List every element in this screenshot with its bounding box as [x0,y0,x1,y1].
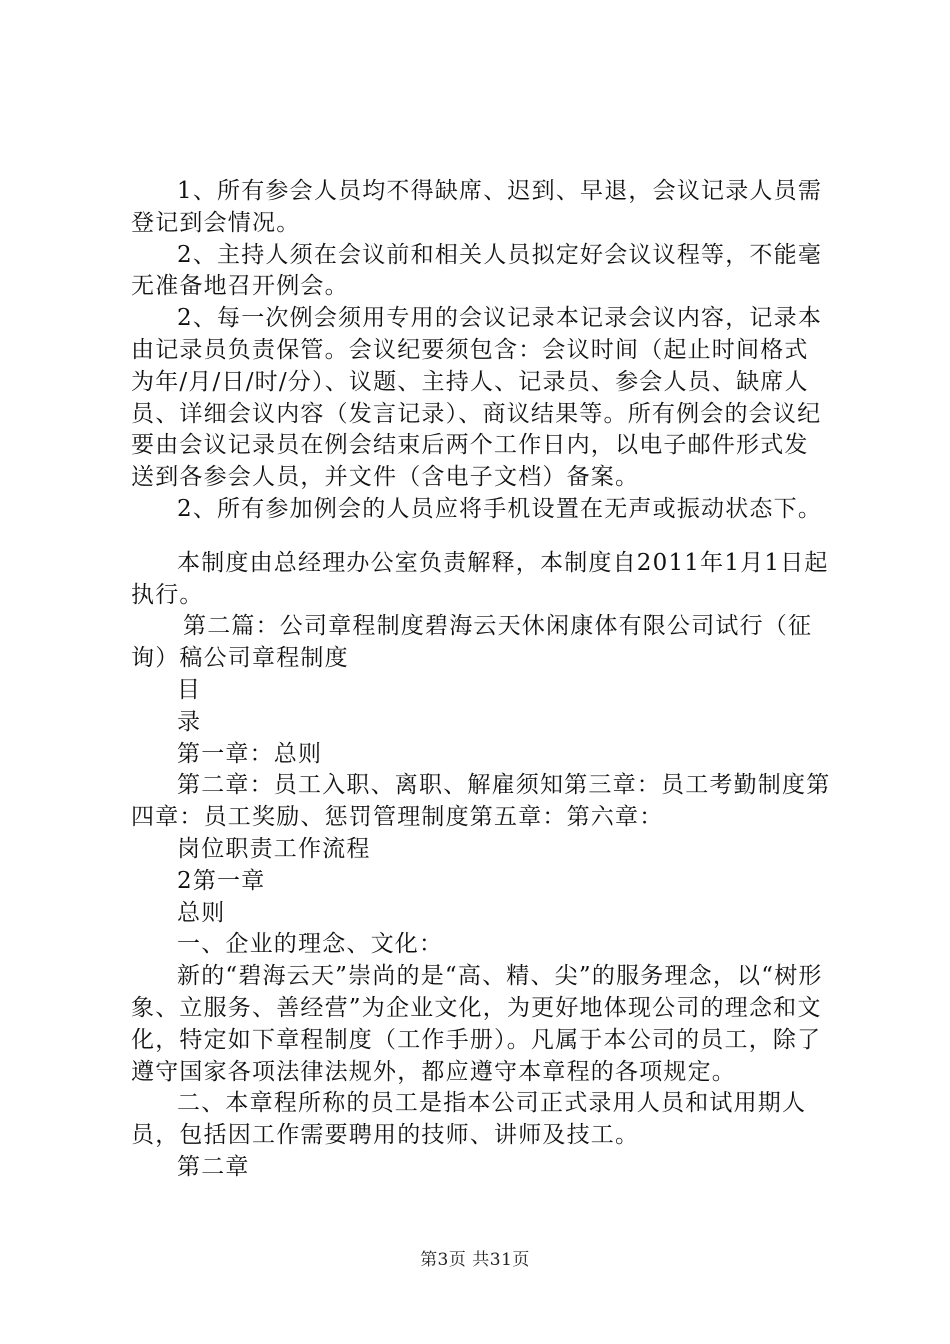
paragraph-gap [131,526,831,548]
paragraph-employee-definition: 二、本章程所称的员工是指本公司正式录用人员和试用期人员，包括因工作需要聘用的技师、讲师及技工。 [131,1090,807,1149]
paragraph-attendance-rule: 1、所有参会人员均不得缺席、迟到、早退，会议记录人员需登记到会情况。 [131,178,823,236]
paragraph-interpretation: 本制度由总经理办公室负责解释，本制度自2011年1月1日起执行。 [131,549,829,608]
paragraph-host-preparation: 2、主持人须在会议前和相关人员拟定好会议议程等，不能毫无准备地召开例会。 [131,241,823,300]
chapter-one-title: 总则 [177,899,226,926]
paragraph-philosophy: 新的“碧海云天”崇尚的是“高、精、尖”的服务理念，以“树形象、立服务、善经营”为企业文化，为更好地体现公司的理念和文化，特定如下章程制度（工作手册）。凡属于本公司的员工，除了遵守国家各项法律法规外，都应遵守本章程的各项规定。 [131,963,823,1085]
page-footer: 第3页 共31页 [420,1250,530,1270]
toc-heading-lu: 录 [177,708,202,735]
chapter-one-number: 2第一章 [177,867,266,894]
chapter-two-heading: 第二章 [177,1153,250,1180]
toc-items-chapters: 第二章：员工入职、离职、解雇须知第三章：员工考勤制度第四章：员工奖励、惩罚管理制度第五章：第六章： [131,772,831,831]
section-title-part-two: 第二篇：公司章程制度碧海云天休闲康体有限公司试行（征询）稿公司章程制度 [131,613,813,672]
paragraph-meeting-minutes: 2、每一次例会须用专用的会议记录本记录会议内容，记录本由记录员负责保管。会议纪要须包含：会议时间（起止时间格式为年/月/日/时/分）、议题、主持人、记录员、参会人员、缺席人员、详细会议内容（发言记录）、商议结果等。所有例会的会议纪要由会议记录员在例会结束后两个工作日内，以电子邮件形式发送到各参会人员，并文件（含电子文档）备案。 [131,305,823,491]
paragraph-phone-silent: 2、所有参加例会的人员应将手机设置在无声或振动状态下。 [177,495,823,522]
toc-item-chapter-one: 第一章：总则 [177,740,323,767]
toc-item-duties: 岗位职责工作流程 [177,835,371,862]
document-body [131,176,831,1184]
section-philosophy-heading: 一、企业的理念、文化： [177,931,444,958]
toc-heading-mu: 目 [177,676,202,703]
